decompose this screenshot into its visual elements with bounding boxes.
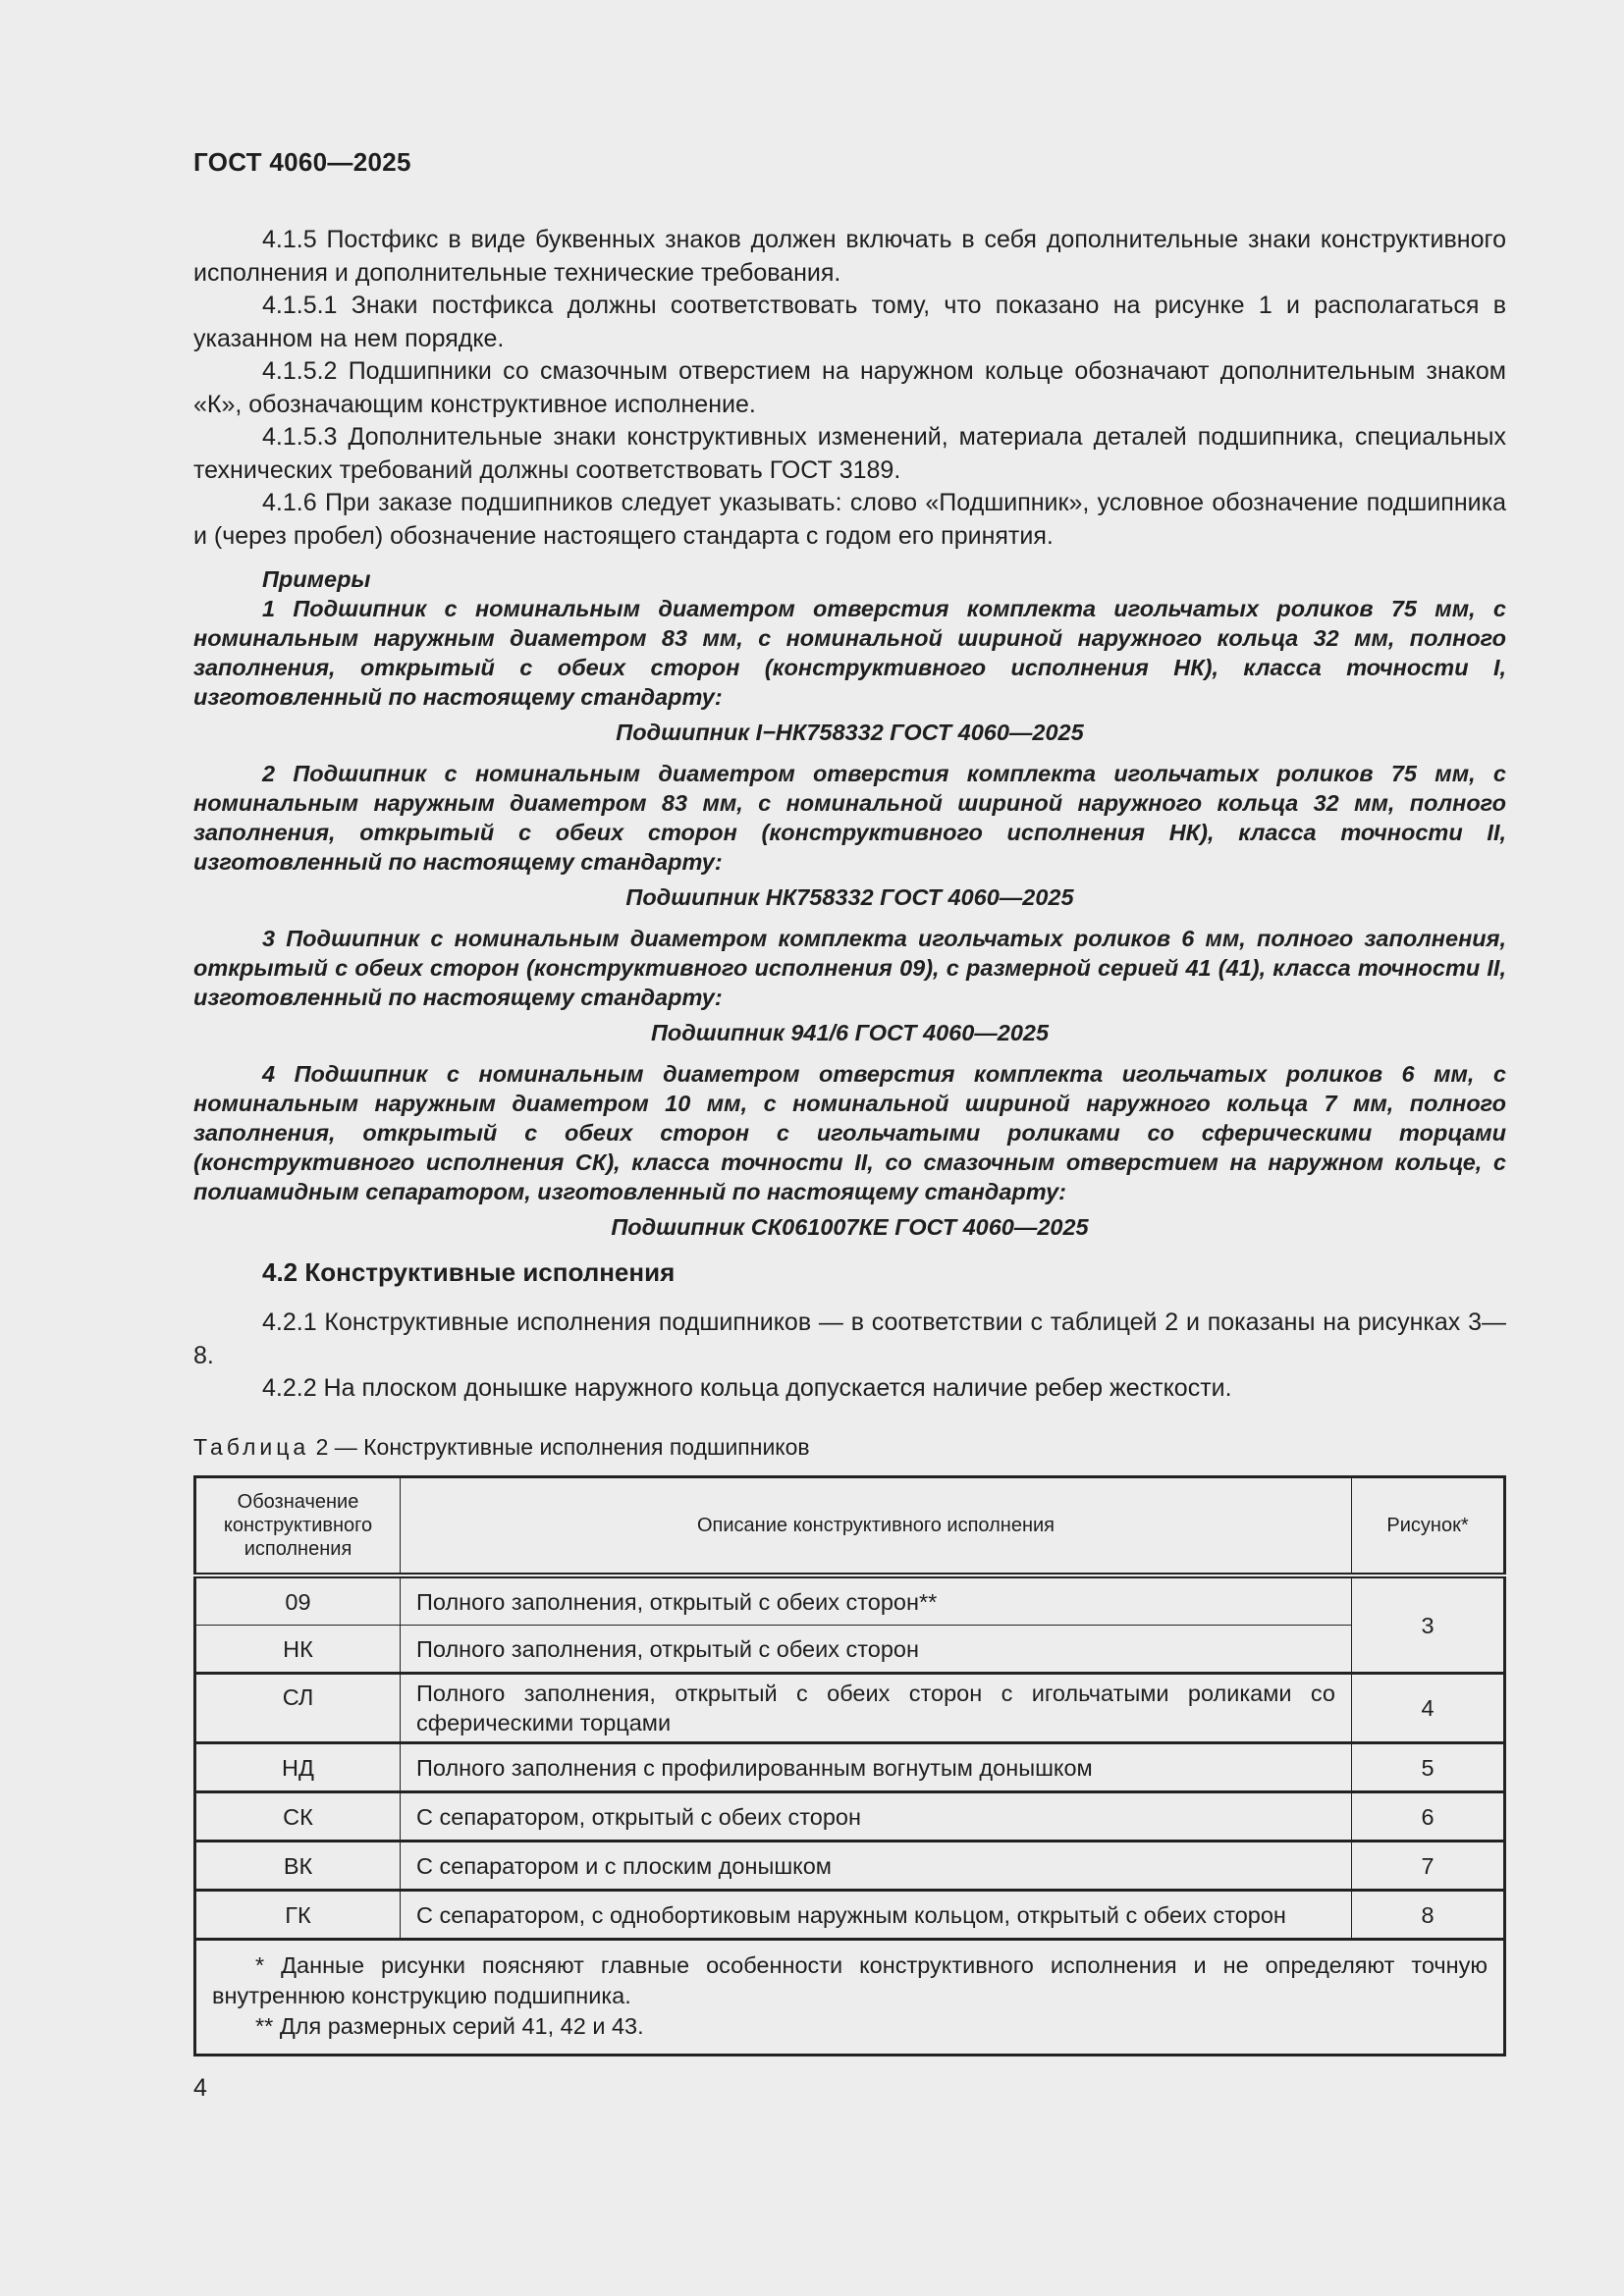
example-code: Подшипник I−НК758332 ГОСТ 4060—2025 [616, 720, 1084, 745]
example-code: Подшипник СК061007КЕ ГОСТ 4060—2025 [611, 1214, 1089, 1240]
table-caption-label: Таблица [193, 1433, 310, 1460]
section-title: 4.2 Конструктивные исполнения [262, 1257, 676, 1287]
column-header-description: Описание конструктивного исполнения [401, 1477, 1352, 1576]
cell-code: СЛ [195, 1674, 401, 1743]
page-number: 4 [193, 2074, 207, 2102]
paragraph: 4.1.5.1 Знаки постфикса должны соответствовать тому, что показано на рисунке 1 и располагаться в указанном на нем порядке. [193, 292, 1506, 352]
table-row [195, 1575, 1505, 1626]
table-row [195, 1626, 1505, 1674]
table-notes-row [195, 1940, 1505, 2056]
example-text: 2 Подшипник с номинальным диаметром отверстия комплекта игольчатых роликов 75 мм, с номинальным наружным диаметром 83 мм, с номинальной шириной наружного кольца 32 мм, полного заполнения, открытый с обеих сторон (конструктивного исполнения НК), класса точности II, изготовленный по настоящему стандарту: [193, 761, 1506, 875]
table-header-row [195, 1477, 1505, 1576]
example-text: 1 Подшипник с номинальным диаметром отверстия комплекта игольчатых роликов 75 мм, с номинальным наружным диаметром 83 мм, с номинальной шириной наружного кольца 32 мм, полного заполнения, открытый с обеих сторон (конструктивного исполнения НК), класса точности I, изготовленный по настоящему стандарту: [193, 596, 1506, 710]
cell-figure: 7 [1352, 1842, 1505, 1891]
examples-heading: Примеры [262, 566, 371, 592]
cell-description: Полного заполнения, открытый с обеих сторон** [401, 1575, 1352, 1626]
cell-description: Полного заполнения, открытый с обеих сторон с игольчатыми роликами со сферическими торцами [401, 1674, 1352, 1743]
column-header-code: Обозначение конструктивного исполнения [195, 1477, 401, 1576]
cell-description: С сепаратором, с однобортиковым наружным кольцом, открытый с обеих сторон [401, 1891, 1352, 1940]
cell-code: ВК [195, 1842, 401, 1891]
table-note: * Данные рисунки поясняют главные особенности конструктивного исполнения и не определяют точную внутреннюю конструкцию подшипника. [212, 1952, 1488, 2008]
document-body [193, 224, 1506, 2056]
table-note: ** Для размерных серий 41, 42 и 43. [255, 2013, 644, 2039]
cell-figure: 3 [1352, 1575, 1505, 1674]
design-table [193, 1475, 1506, 2056]
table-caption [193, 1431, 1506, 1465]
paragraph: 4.1.6 При заказе подшипников следует указывать: слово «Подшипник», условное обозначение подшипника и (через пробел) обозначение настоящего стандарта с годом его принятия. [193, 489, 1506, 550]
example-text: 4 Подшипник с номинальным диаметром отверстия комплекта игольчатых роликов 6 мм, с номинальным наружным диаметром 10 мм, с номинальной шириной наружного кольца 7 мм, полного заполнения, открытый с обеих сторон с игольчатыми роликами со сферическими торцами (конструктивного исполнения СК), класса точности II, со смазочным отверстием на наружном кольце, с полиамидным сепаратором, изготовленный по настоящему стандарту: [193, 1061, 1506, 1204]
table-row [195, 1743, 1505, 1792]
table-notes [195, 1940, 1505, 2056]
cell-figure: 4 [1352, 1674, 1505, 1743]
cell-description: Полного заполнения, открытый с обеих сторон [401, 1626, 1352, 1674]
cell-code: ГК [195, 1891, 401, 1940]
cell-description: С сепаратором, открытый с обеих сторон [401, 1792, 1352, 1842]
table-caption-text: 2 — Конструктивные исполнения подшипников [309, 1433, 810, 1460]
cell-code: НД [195, 1743, 401, 1792]
cell-figure: 8 [1352, 1891, 1505, 1940]
table-row [195, 1792, 1505, 1842]
cell-description: Полного заполнения с профилированным вогнутым донышком [401, 1743, 1352, 1792]
cell-figure: 5 [1352, 1743, 1505, 1792]
paragraph: 4.1.5 Постфикс в виде буквенных знаков должен включать в себя дополнительные знаки конструктивного исполнения и дополнительные технические требования. [193, 226, 1506, 287]
table-row [195, 1674, 1505, 1743]
cell-code: НК [195, 1626, 401, 1674]
table-row [195, 1842, 1505, 1891]
cell-description: С сепаратором и с плоским донышком [401, 1842, 1352, 1891]
paragraph: 4.1.5.3 Дополнительные знаки конструктивных изменений, материала деталей подшипника, специальных технических требований должны соответствовать ГОСТ 3189. [193, 423, 1506, 484]
document-header: ГОСТ 4060—2025 [193, 147, 411, 177]
paragraph: 4.1.5.2 Подшипники со смазочным отверстием на наружном кольце обозначают дополнительным знаком «К», обозначающим конструктивное исполнение. [193, 357, 1506, 418]
cell-code: 09 [195, 1575, 401, 1626]
example-text: 3 Подшипник с номинальным диаметром комплекта игольчатых роликов 6 мм, полного заполнения, открытый с обеих сторон (конструктивного исполнения 09), с размерной серией 41 (41), класса точности II, изготовленный по настоящему стандарту: [193, 926, 1506, 1010]
table-row [195, 1891, 1505, 1940]
paragraph: 4.2.1 Конструктивные исполнения подшипников — в соответствии с таблицей 2 и показаны на рисунках 3—8. [193, 1308, 1506, 1369]
example-code: Подшипник 941/6 ГОСТ 4060—2025 [650, 1020, 1050, 1045]
paragraph: 4.2.2 На плоском донышке наружного кольца допускается наличие ребер жесткости. [262, 1374, 1232, 1402]
cell-figure: 6 [1352, 1792, 1505, 1842]
cell-code: СК [195, 1792, 401, 1842]
example-code: Подшипник НК758332 ГОСТ 4060—2025 [625, 884, 1074, 910]
examples-block [193, 564, 1506, 1242]
column-header-figure: Рисунок* [1352, 1477, 1505, 1576]
